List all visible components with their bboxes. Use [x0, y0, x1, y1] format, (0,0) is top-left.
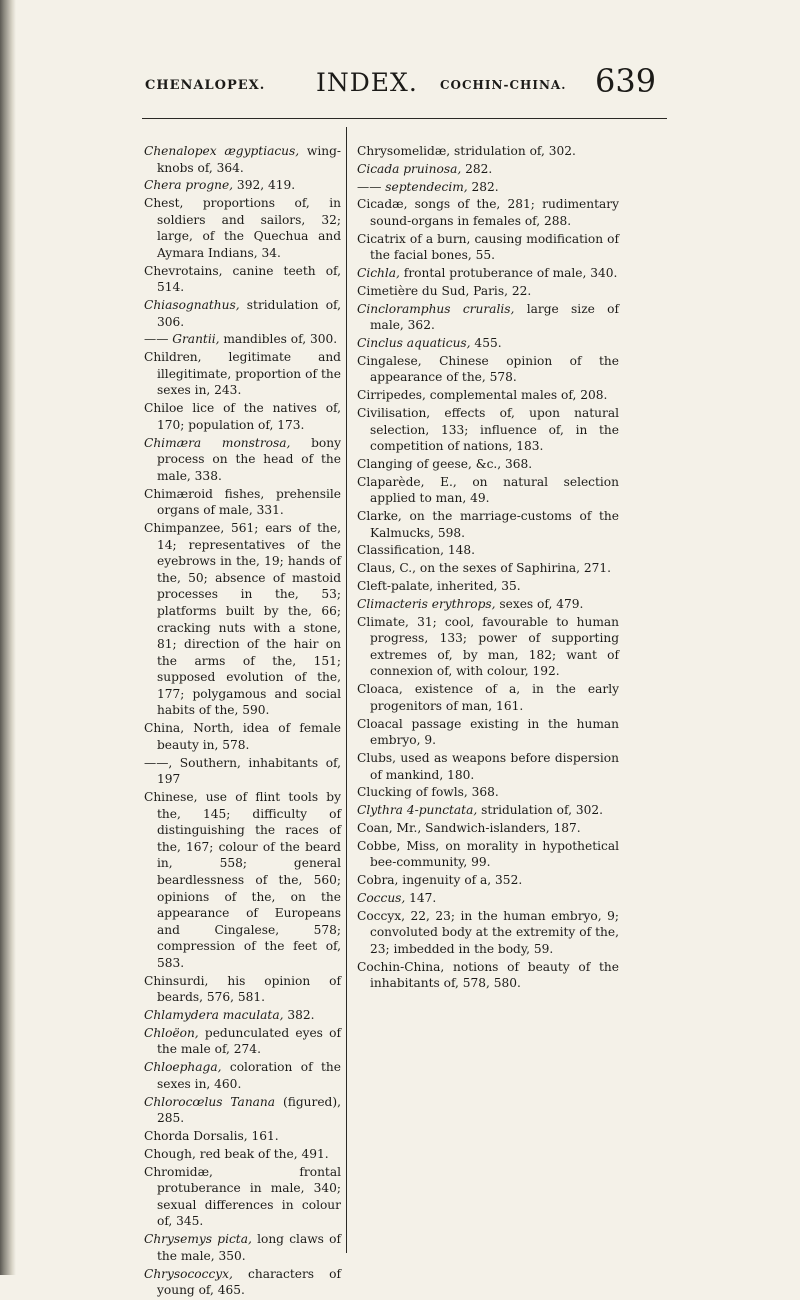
index-entry-text: China, North, idea of female beauty in, 578. — [144, 721, 341, 752]
index-entry-text: long claws of the male, 350. — [157, 1232, 341, 1263]
index-entry-term: Chrysemys picta, — [144, 1232, 252, 1247]
index-entry — [144, 400, 341, 433]
index-entry — [357, 335, 619, 352]
index-entry-term: Chloephaga, — [144, 1060, 222, 1075]
index-entry-text: Cobra, ingenuity of a, 352. — [357, 873, 523, 887]
header-title: INDEX. — [316, 68, 418, 97]
index-entry-text: Clucking of fowls, 368. — [357, 785, 499, 800]
index-entry — [144, 755, 341, 788]
index-entry-text: Chest, proportions of, in soldiers and sailors, 32; large, of the Quechua and Aymara Indians, 34. — [144, 196, 341, 260]
index-entry-text: wing-knobs of, 364. — [157, 144, 341, 175]
index-entry — [144, 331, 341, 348]
index-entry — [357, 196, 619, 229]
header-first-entry: CHENALOPEX. — [145, 78, 266, 93]
index-entry — [357, 890, 619, 907]
index-entry — [357, 353, 619, 386]
index-entry — [357, 716, 619, 749]
index-entry-text: frontal protuberance of male, 340. — [399, 266, 618, 281]
index-entry-term: Chrysococcyx, — [144, 1266, 233, 1281]
index-entry-text: Children, legitimate and illegitimate, proportion of the sexes in, 243. — [144, 350, 341, 398]
index-entry-text: Cleft-palate, inherited, 35. — [357, 579, 521, 594]
index-entry-text: 282. — [467, 179, 499, 194]
index-entry-text: Chrysomelidæ, stridulation of, 302. — [357, 144, 576, 158]
index-entry — [144, 789, 341, 972]
index-entry-term: Chiasognathus, — [144, 298, 240, 313]
index-entry-text: coloration of the sexes in, 460. — [157, 1060, 341, 1091]
index-entry-text: Cicadæ, songs of the, 281; rudimentary sound-organs in females of, 288. — [357, 197, 619, 228]
index-entry — [144, 486, 341, 519]
index-entry-text: Cochin-China, notions of beauty of the inhabitants of, 578, 580. — [357, 959, 619, 991]
column-divider — [346, 127, 347, 1253]
index-entry — [357, 456, 619, 473]
index-entry — [357, 542, 619, 559]
index-entry-text: Claparède, E., on natural selection applied to man, 49. — [357, 474, 619, 506]
index-entry-text: Chimæroid fishes, prehensile organs of male, 331. — [144, 486, 341, 518]
index-entry — [144, 435, 341, 485]
header-last-entry: COCHIN-CHINA. — [440, 78, 567, 92]
index-entry — [357, 959, 619, 992]
index-entry-text: Chimpanzee, 561; ears of the, 14; representatives of the eyebrows in the, 19; hands of the, 50; absence of mastoid processes in the, 53; platforms built by the, 66; cracking nuts with a stone, 81; direction of the hair on the arms of the, 151; supposed evolution of the, 177; polygamous and social habits of the, 590. — [144, 520, 341, 718]
index-entry-text: Chough, red beak of the, 491. — [144, 1146, 329, 1161]
index-entry — [144, 1164, 341, 1230]
index-entry-term: Cicada pruinosa, — [357, 161, 462, 176]
index-entry — [357, 301, 619, 334]
page-number: 639 — [595, 62, 657, 100]
index-entry-text: bony process on the head of the male, 338. — [157, 435, 341, 483]
index-entry-text: stridulation of, 306. — [157, 298, 341, 329]
index-entry — [357, 387, 619, 404]
running-header — [140, 62, 657, 110]
index-entry — [357, 784, 619, 801]
index-entry-term: Cincloramphus cruralis, — [357, 301, 515, 316]
index-entry-term: —— Grantii, — [144, 332, 220, 347]
index-entry — [144, 1059, 341, 1092]
index-entry-text: 382. — [283, 1008, 315, 1023]
index-entry-term: Clythra 4-punctata, — [357, 803, 478, 818]
index-entry — [144, 143, 341, 176]
index-entry-text: Cimetière du Sud, Paris, 22. — [357, 283, 532, 298]
index-column-left — [144, 143, 341, 1300]
index-entry-text: Civilisation, effects of, upon natural selection, 133; influence of, in the competition of nations, 183. — [357, 405, 619, 454]
index-entry-text: Clarke, on the marriage-customs of the Kalmucks, 598. — [357, 509, 619, 540]
index-entry — [357, 614, 619, 680]
index-entry — [357, 474, 619, 507]
index-entry — [357, 908, 619, 958]
index-entry-text: Chinese, use of flint tools by the, 145; difficulty of distinguishing the races of the, 167; colour of the beard in, 558; general beardlessness of the, 560; opinions of the, on the appearance of Europeans and Cingalese, 578; compression of the feet of, 583. — [144, 790, 341, 970]
index-entry-text: ——, Southern, inhabitants of, 197 — [144, 755, 341, 787]
index-entry — [357, 405, 619, 455]
index-entry-term: Chimæra monstrosa, — [144, 435, 291, 450]
index-entry — [357, 596, 619, 613]
index-entry-text: Cicatrix of a burn, causing modification of the facial bones, 55. — [357, 231, 619, 263]
index-entry — [144, 1128, 341, 1145]
index-entry-text: pedunculated eyes of the male of, 274. — [157, 1025, 341, 1057]
index-entry-text: sexes of, 479. — [495, 596, 584, 611]
index-entry — [144, 297, 341, 330]
index-entry-text: mandibles of, 300. — [219, 332, 338, 347]
index-entry-text: 147. — [405, 890, 437, 905]
index-entry-text: Cloaca, existence of a, in the early progenitors of man, 161. — [357, 682, 619, 713]
index-entry — [144, 720, 341, 753]
index-entry-text: Coccyx, 22, 23; in the human embryo, 9; convoluted body at the extremity of the, 23; imbedded in the body, 59. — [357, 908, 619, 956]
index-entry — [144, 520, 341, 719]
index-entry-text: Chevrotains, canine teeth of, 514. — [144, 263, 341, 295]
index-entry-text: Coan, Mr., Sandwich-islanders, 187. — [357, 820, 581, 835]
index-entry — [144, 1266, 341, 1299]
index-entry — [357, 265, 619, 282]
index-entry-text: 392, 419. — [233, 178, 296, 193]
index-entry-text: Climate, 31; cool, favourable to human progress, 133; power of supporting extremes of, by man, 182; want of connexion of, with colour, 192. — [357, 614, 619, 679]
index-entry-term: Chlamydera maculata, — [144, 1008, 284, 1023]
index-entry — [144, 1025, 341, 1058]
index-entry-term: Coccus, — [357, 890, 406, 905]
index-entry — [357, 750, 619, 783]
index-entry — [144, 1231, 341, 1264]
index-entry — [357, 143, 619, 160]
index-entry — [144, 1094, 341, 1127]
index-entry-text: 455. — [470, 336, 502, 351]
index-entry-term: Climacteris erythrops, — [357, 596, 496, 611]
index-entry-term: Cinclus aquaticus, — [357, 336, 471, 351]
index-entry-text: Cingalese, Chinese opinion of the appearance of the, 578. — [357, 353, 619, 385]
index-entry — [357, 179, 619, 196]
header-rule — [142, 118, 667, 119]
index-entry-term: Chloëon, — [144, 1025, 199, 1040]
index-entry — [144, 177, 341, 194]
index-entry — [357, 508, 619, 541]
index-entry-text: Cirripedes, complemental males of, 208. — [357, 388, 608, 403]
index-entry-text: large size of male, 362. — [370, 301, 619, 333]
index-entry-text: 282. — [461, 161, 493, 176]
index-entry-text: Classification, 148. — [357, 543, 475, 558]
index-entry-term: Chenalopex ægyptiacus, — [144, 144, 300, 158]
index-entry — [357, 838, 619, 871]
index-entry-term: Chlorocœlus Tanana — [144, 1094, 276, 1109]
index-entry — [357, 560, 619, 577]
index-entry-text: characters of young of, 465. — [157, 1266, 341, 1298]
index-entry — [144, 1007, 341, 1024]
index-entry — [357, 820, 619, 837]
index-entry-term: —— septendecim, — [357, 179, 468, 194]
index-entry-text: stridulation of, 302. — [477, 803, 603, 818]
index-entry-text: Chinsurdi, his opinion of beards, 576, 581. — [144, 973, 341, 1005]
index-entry-text: Chromidæ, frontal protuberance in male, 340; sexual differences in colour of, 345. — [144, 1164, 341, 1229]
index-entry — [357, 802, 619, 819]
index-entry — [144, 195, 341, 261]
index-entry-text: Clubs, used as weapons before dispersion of mankind, 180. — [357, 750, 619, 782]
index-entry — [144, 349, 341, 399]
index-entry-text: Chiloe lice of the natives of, 170; population of, 173. — [144, 401, 341, 432]
index-entry-text: Clanging of geese, &c., 368. — [357, 456, 533, 471]
index-entry-text: Chorda Dorsalis, 161. — [144, 1129, 279, 1143]
index-entry-text: Claus, C., on the sexes of Saphirina, 271. — [357, 561, 612, 576]
index-entry-text: Cloacal passage existing in the human embryo, 9. — [357, 716, 619, 748]
index-entry — [144, 263, 341, 296]
index-column-right — [357, 143, 619, 993]
index-entry-text: Cobbe, Miss, on morality in hypothetical bee-community, 99. — [357, 838, 619, 870]
page-edge-shadow — [0, 0, 16, 1275]
index-entry — [357, 681, 619, 714]
index-entry — [357, 872, 619, 889]
index-entry — [357, 283, 619, 300]
index-entry — [357, 231, 619, 264]
index-entry — [357, 578, 619, 595]
index-entry-text: (figured), 285. — [157, 1094, 341, 1126]
index-entry — [144, 973, 341, 1006]
index-entry — [357, 161, 619, 178]
index-entry-term: Chera progne, — [144, 178, 234, 193]
index-entry — [144, 1146, 341, 1163]
index-entry-term: Cichla, — [357, 266, 400, 281]
